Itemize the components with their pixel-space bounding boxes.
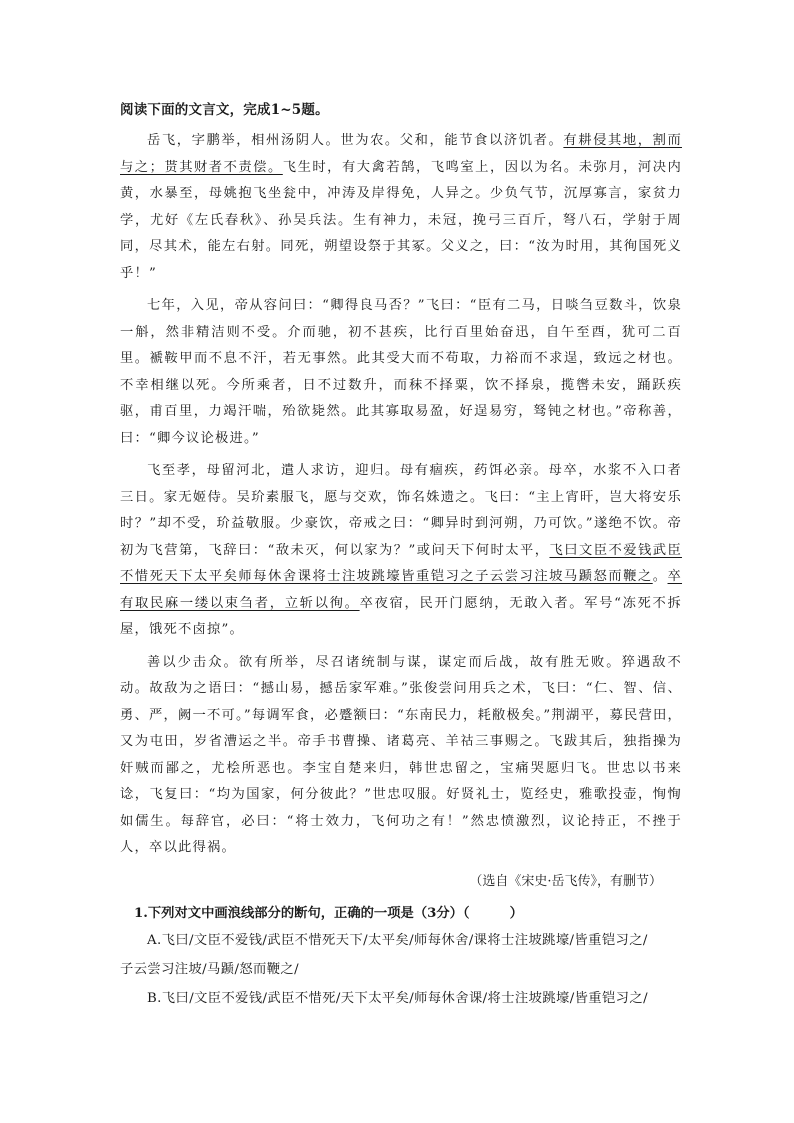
text-segment: 飞至孝，母留河北，遣人求访，迎归。母有痼疾，药饵必亲。母卒，水浆不入口者三日。家无姬侍。吴玠素服飞，愿与交欢，饰名姝遗之。飞曰：“主上宵旰，岂大将安乐时？”却不受，玠益敬服。少豪饮，帝戒之曰：“卿异时到河朔，乃可饮。”遂绝不饮。帝初为飞营第，飞辞曰：“敌未灭，何以家为？”或问天下何时太平， bbox=[120, 463, 682, 558]
paragraph-3 bbox=[120, 458, 682, 644]
text-segment: 善以少击众。欲有所举，尽召诸统制与谋，谋定而后战，故有胜无败。猝遇敌不动。故敌为之语曰：“撼山易，撼岳家军难。”张俊尝问用兵之术，飞曰：“仁、智、信、勇、严，阙一不可。”每调军食，必蹙额曰：“东南民力，耗敝极矣。”荆湖平，募民营田，又为屯田，岁省漕运之半。帝手书曹操、诸葛亮、羊祜三事赐之。飞跋其后，独指操为奸贼而鄙之，尤桧所恶也。李宝自楚来归，韩世忠留之，宝痛哭愿归飞。世忠以书来谂，飞复曰：“均为国家，何分彼此？”世忠叹服。好贤礼士，览经史，雅歌投壶，恂恂如儒生。每辞官，必曰：“将士效力，飞何功之有！”然忠愤激烈，议论持正，不挫于人，卒以此得祸。 bbox=[120, 654, 682, 855]
question-text: 1.下列对文中画浪线部分的断句，正确的一项是（3分）（ bbox=[134, 905, 470, 921]
paragraph-4 bbox=[120, 650, 682, 862]
paragraph-2 bbox=[120, 293, 682, 452]
option-b: B.飞曰/文臣不爱钱/武臣不惜死/天下太平矣/师每休舍课/将士注坡跳壕/皆重铠习之/ bbox=[147, 990, 648, 1006]
text-segment: 。 bbox=[652, 569, 668, 584]
underlined-segment: 卒有取民麻一缕以束刍者，立斩以徇。 bbox=[120, 569, 683, 611]
text-segment: 卒夜宿，民开门愿纳，无敢入者。军号“冻死不拆屋，饿死不卤掠”。 bbox=[120, 595, 683, 637]
document-page bbox=[120, 98, 682, 1013]
paragraph-1 bbox=[120, 128, 682, 287]
option-a-continued: 子云尝习注坡/马踬/怒而鞭之/ bbox=[120, 961, 300, 977]
question-1 bbox=[120, 902, 682, 926]
option-a: A.飞曰/文臣不爱钱/武臣不惜死天下/太平矣/师每休舍/课将士注坡跳壕/皆重铠习之/ bbox=[147, 932, 648, 948]
passage-heading: 阅读下面的文言文，完成1~5题。 bbox=[120, 102, 329, 118]
text-segment: 岳飞，字鹏举，相州汤阴人。世为农。父和，能节食以济饥者。 bbox=[147, 133, 564, 148]
source-citation: （选自《宋史·岳飞传》，有删节） bbox=[469, 873, 662, 889]
text-segment: 飞生时，有大禽若鹄，飞鸣室上，因以为名。未弥月，河决内黄，水暴至，母姚抱飞坐瓮中，冲涛及岸得免，人异之。少负气节，沉厚寡言，家贫力学，尤好《左氏春秋》、孙吴兵法。生有神力，未冠，挽弓三百斤，弩八石，学射于周同，尽其术，能左右射。同死，朔望设祭于其冢。父义之，曰：“汝为时用，其徇国死义乎！” bbox=[120, 159, 683, 281]
wavy-underlined-segment: 飞曰文臣不爱钱武臣不惜死天下太平矣师每休舍课将士注坡跳壕皆重铠习之子云尝习注坡马踬怒而鞭之 bbox=[120, 542, 682, 584]
text-segment: 七年，入见，帝从容问曰：“卿得良马否？”飞曰：“臣有二马，日啖刍豆数斗，饮泉一斛，然非精洁则不受。介而驰，初不甚疾，比行百里始奋迅，自午至酉，犹可二百里。褫鞍甲而不息不汗，若无事然。此其受大而不苟取，力裕而不求逞，致远之材也。不幸相继以死。今所乘者，日不过数升，而秣不择粟，饮不择泉，揽辔未安，踊跃疾驱，甫百里，力竭汗喘，殆欲毙然。此其寡取易盈，好逞易穷，驽钝之材也。”帝称善，曰：“卿今议论极进。” bbox=[120, 298, 682, 446]
underlined-segment: 有耕侵其地，割而与之；贳其财者不责偿。 bbox=[120, 133, 682, 175]
question-close: ） bbox=[509, 905, 523, 921]
